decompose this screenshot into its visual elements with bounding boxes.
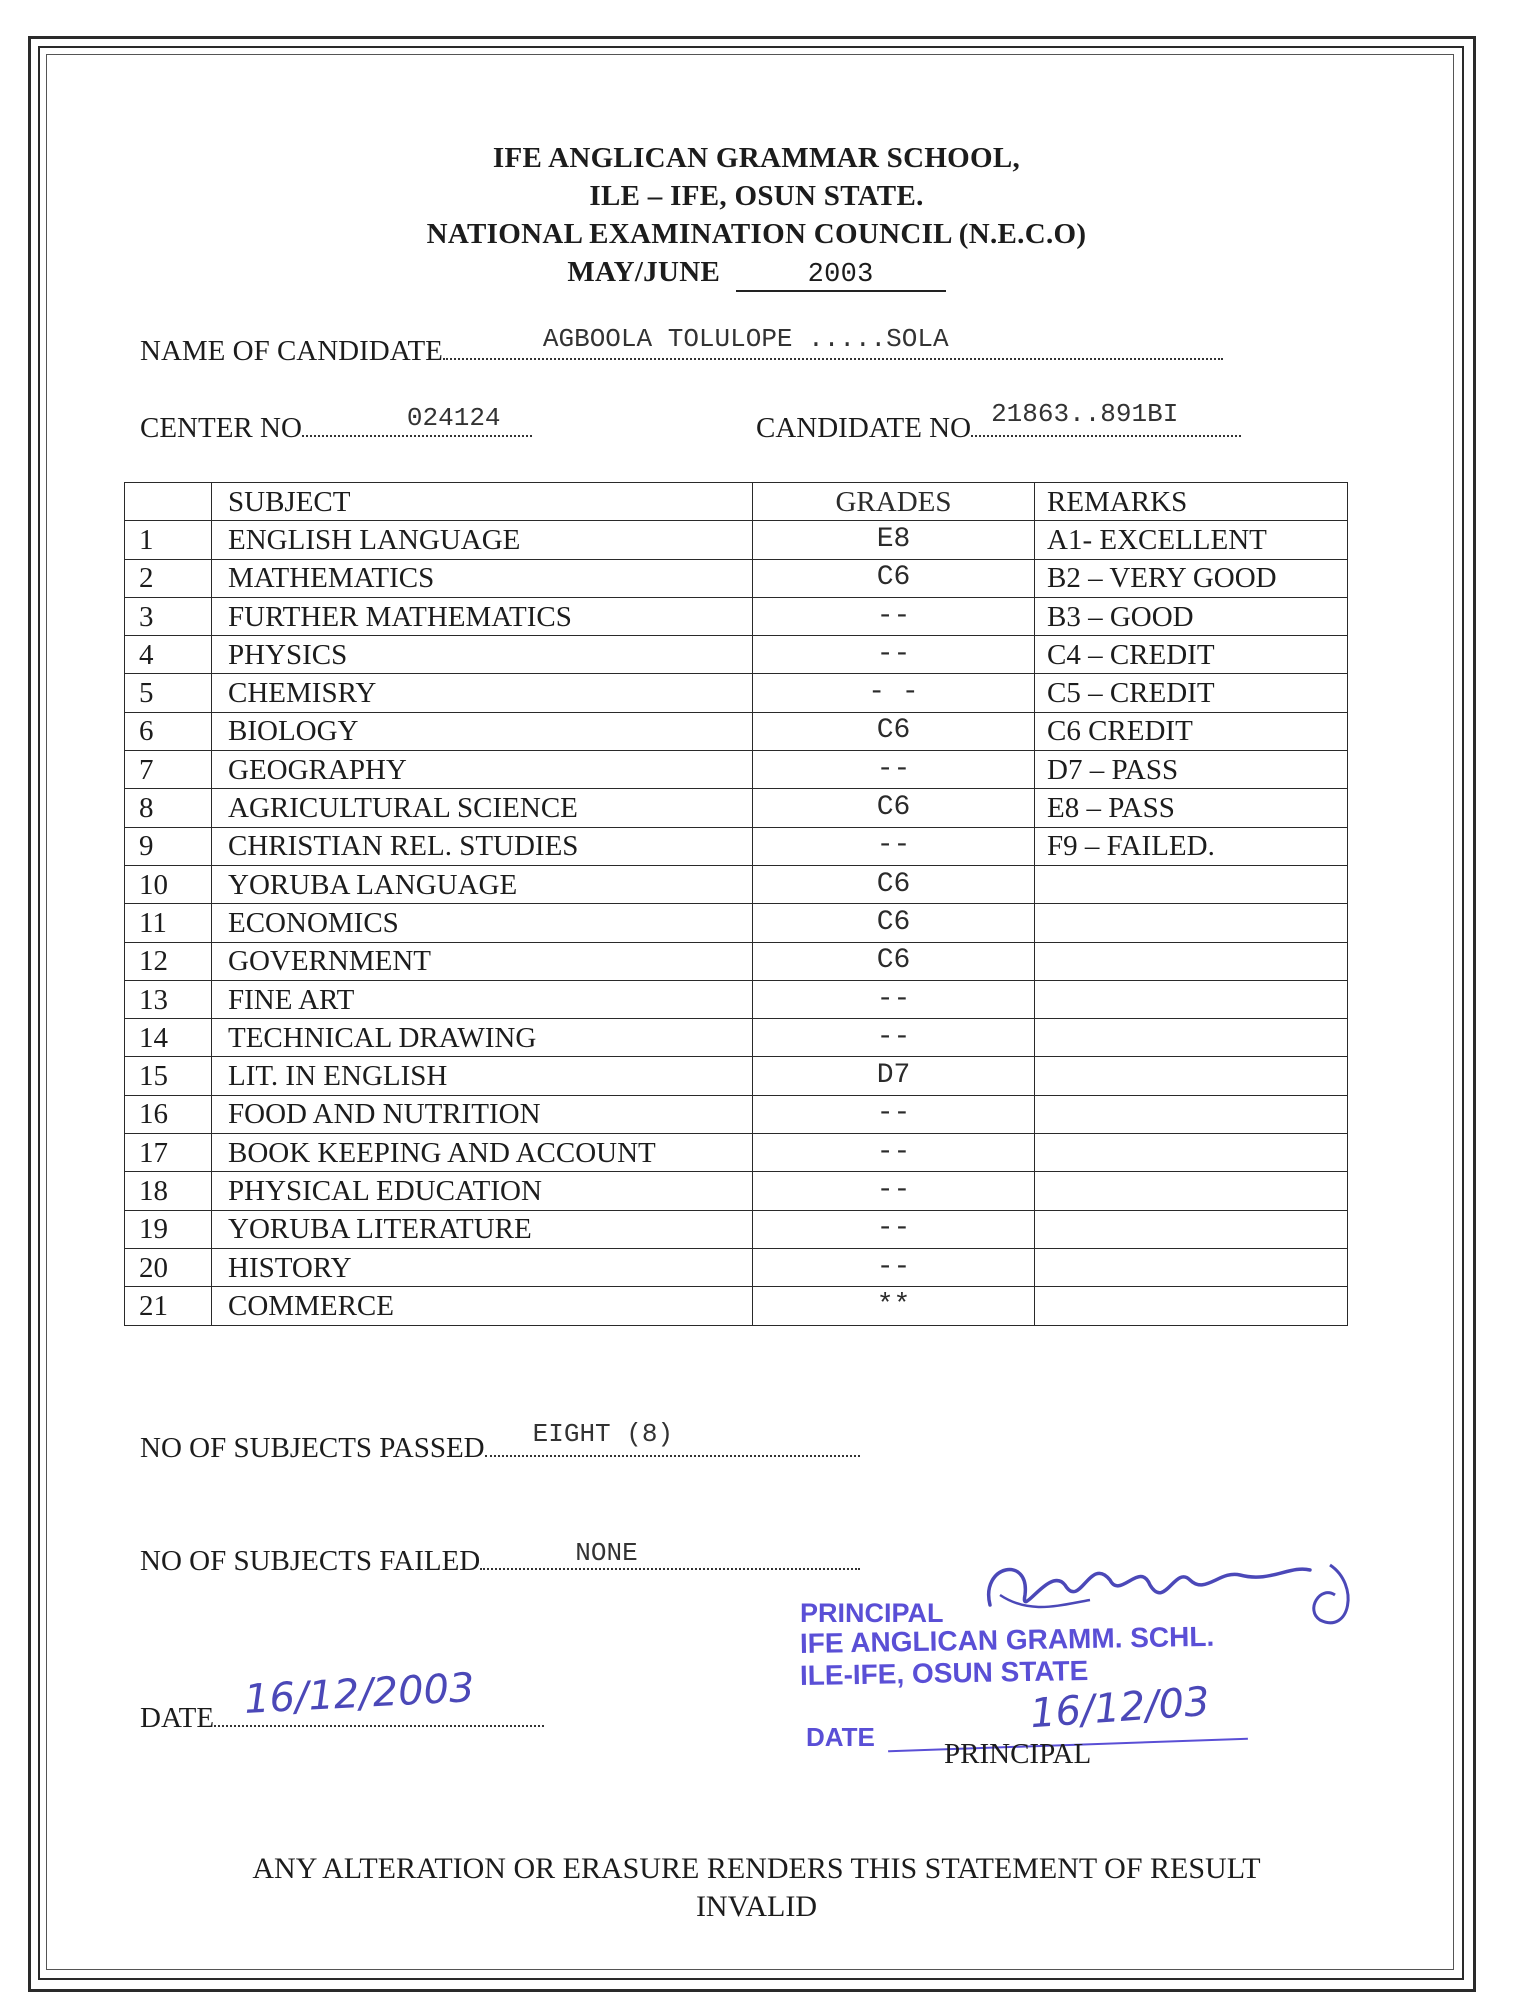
table-row (125, 789, 1348, 827)
candidate-name-label: NAME OF CANDIDATE (140, 335, 443, 367)
row-number: 5 (125, 674, 212, 712)
table-row (125, 597, 1348, 635)
exam-council: NATIONAL EXAMINATION COUNCIL (N.E.C.O) (426, 218, 1087, 250)
grade-value: -- (753, 636, 1035, 674)
row-number: 1 (125, 521, 212, 559)
table-row (125, 712, 1348, 750)
row-number: 19 (125, 1210, 212, 1248)
remark-text (1035, 1210, 1348, 1248)
remark-text (1035, 942, 1348, 980)
row-number: 7 (125, 751, 212, 789)
subject-name: PHYSICAL EDUCATION (212, 1172, 753, 1210)
remark-text (1035, 1248, 1348, 1286)
remark-text (1035, 1095, 1348, 1133)
row-number: 9 (125, 827, 212, 865)
row-number: 21 (125, 1287, 212, 1325)
candidate-no-value: 21863..891BI (991, 399, 1179, 429)
remark-text (1035, 865, 1348, 903)
row-number: 10 (125, 865, 212, 903)
table-header-row (125, 483, 1348, 521)
subjects-passed-row (140, 1419, 860, 1465)
stamp-school: IFE ANGLICAN GRAMM. SCHL. (799, 1620, 1215, 1659)
row-number: 2 (125, 559, 212, 597)
table-row (125, 1172, 1348, 1210)
row-number: 16 (125, 1095, 212, 1133)
school-name: IFE ANGLICAN GRAMMAR SCHOOL, (492, 142, 1021, 174)
table-row (125, 1095, 1348, 1133)
grade-value: C6 (753, 942, 1035, 980)
table-row (125, 1134, 1348, 1172)
subject-name: TECHNICAL DRAWING (212, 1019, 753, 1057)
date-label: DATE (140, 1702, 215, 1734)
remark-text (1035, 1172, 1348, 1210)
remark-text (1035, 1019, 1348, 1057)
row-number: 3 (125, 597, 212, 635)
candidate-no-row (756, 399, 1241, 445)
remark-text (1035, 1134, 1348, 1172)
row-number: 6 (125, 712, 212, 750)
row-number: 8 (125, 789, 212, 827)
center-no-label: CENTER NO (140, 412, 302, 444)
session-year: 2003 (736, 260, 946, 292)
subject-name: FOOD AND NUTRITION (212, 1095, 753, 1133)
subject-name: GOVERNMENT (212, 942, 753, 980)
candidate-name-row (140, 324, 1223, 368)
grade-value: - - (753, 674, 1035, 712)
header-subject: SUBJECT (212, 483, 753, 521)
session-label: MAY/JUNE (567, 256, 721, 288)
remark-text: C6 CREDIT (1035, 712, 1348, 750)
subject-name: HISTORY (212, 1248, 753, 1286)
table-row (125, 1248, 1348, 1286)
grade-value: -- (753, 1095, 1035, 1133)
stamp-principal: PRINCIPAL (800, 1598, 944, 1628)
footer-warning-line1: ANY ALTERATION OR ERASURE RENDERS THIS STATEMENT OF RESULT (252, 1852, 1261, 1885)
subjects-failed-row (140, 1538, 860, 1578)
subject-name: PHYSICS (212, 636, 753, 674)
principal-label: PRINCIPAL (944, 1738, 1092, 1770)
subject-name: YORUBA LITERATURE (212, 1210, 753, 1248)
table-row (125, 865, 1348, 903)
table-row (125, 1210, 1348, 1248)
subject-name: AGRICULTURAL SCIENCE (212, 789, 753, 827)
date-row (140, 1664, 544, 1735)
header-grades: GRADES (753, 483, 1035, 521)
row-number: 17 (125, 1134, 212, 1172)
school-location: ILE – IFE, OSUN STATE. (589, 180, 924, 212)
grade-value: -- (753, 1210, 1035, 1248)
grade-value: -- (753, 751, 1035, 789)
table-row (125, 1287, 1348, 1325)
subject-name: FURTHER MATHEMATICS (212, 597, 753, 635)
subject-name: MATHEMATICS (212, 559, 753, 597)
subjects-failed-label: NO OF SUBJECTS FAILED (140, 1545, 481, 1577)
exam-session (0, 256, 1513, 292)
remark-text: F9 – FAILED. (1035, 827, 1348, 865)
subjects-passed-label: NO OF SUBJECTS PASSED (140, 1432, 485, 1464)
grade-value: C6 (753, 904, 1035, 942)
row-number: 20 (125, 1248, 212, 1286)
remark-text: B3 – GOOD (1035, 597, 1348, 635)
table-row (125, 1019, 1348, 1057)
grade-value: E8 (753, 521, 1035, 559)
grade-value: ** (753, 1287, 1035, 1325)
grade-value: D7 (753, 1057, 1035, 1095)
remark-text: C4 – CREDIT (1035, 636, 1348, 674)
center-no-value: 024124 (406, 403, 501, 433)
stamp-location: ILE-IFE, OSUN STATE (799, 1654, 1089, 1691)
row-number: 11 (125, 904, 212, 942)
grade-value: -- (753, 597, 1035, 635)
subjects-passed-value: EIGHT (8) (532, 1419, 674, 1449)
candidate-no-label: CANDIDATE NO (756, 412, 972, 444)
table-row (125, 751, 1348, 789)
handwritten-date: 16/12/2003 (243, 1664, 476, 1724)
grade-value: -- (753, 980, 1035, 1018)
subject-name: ECONOMICS (212, 904, 753, 942)
row-number: 18 (125, 1172, 212, 1210)
grade-value: -- (753, 1172, 1035, 1210)
remark-text (1035, 904, 1348, 942)
table-row (125, 827, 1348, 865)
grade-value: C6 (753, 865, 1035, 903)
row-number: 12 (125, 942, 212, 980)
remark-text (1035, 980, 1348, 1018)
subject-name: GEOGRAPHY (212, 751, 753, 789)
grade-value: C6 (753, 712, 1035, 750)
stamp-date-label: DATE (806, 1722, 875, 1752)
subject-name: FINE ART (212, 980, 753, 1018)
table-row (125, 1057, 1348, 1095)
stamp-date-value: 16/12/03 (1028, 1678, 1212, 1738)
grade-value: -- (753, 1248, 1035, 1286)
subject-name: COMMERCE (212, 1287, 753, 1325)
remark-text (1035, 1057, 1348, 1095)
remark-text: A1- EXCELLENT (1035, 521, 1348, 559)
subject-name: LIT. IN ENGLISH (212, 1057, 753, 1095)
row-number: 14 (125, 1019, 212, 1057)
subject-name: BOOK KEEPING AND ACCOUNT (212, 1134, 753, 1172)
table-row (125, 942, 1348, 980)
remark-text: B2 – VERY GOOD (1035, 559, 1348, 597)
header-remarks: REMARKS (1035, 483, 1348, 521)
remark-text: E8 – PASS (1035, 789, 1348, 827)
grade-value: -- (753, 827, 1035, 865)
subject-name: CHRISTIAN REL. STUDIES (212, 827, 753, 865)
table-row (125, 980, 1348, 1018)
subject-name: CHEMISRY (212, 674, 753, 712)
subject-name: BIOLOGY (212, 712, 753, 750)
grade-value: -- (753, 1019, 1035, 1057)
table-row (125, 559, 1348, 597)
subjects-failed-value: NONE (575, 1538, 638, 1568)
table-row (125, 674, 1348, 712)
results-table (124, 482, 1348, 1326)
grade-value: C6 (753, 789, 1035, 827)
grade-value: -- (753, 1134, 1035, 1172)
table-row (125, 521, 1348, 559)
remark-text: C5 – CREDIT (1035, 674, 1348, 712)
table-row (125, 904, 1348, 942)
subject-name: YORUBA LANGUAGE (212, 865, 753, 903)
row-number: 4 (125, 636, 212, 674)
header-number (125, 483, 212, 521)
table-row (125, 636, 1348, 674)
remark-text: D7 – PASS (1035, 751, 1348, 789)
center-no-row (140, 403, 532, 445)
footer-warning-line2: INVALID (695, 1890, 818, 1923)
row-number: 15 (125, 1057, 212, 1095)
candidate-name-value: AGBOOLA TOLULOPE .....SOLA (542, 324, 949, 354)
subject-name: ENGLISH LANGUAGE (212, 521, 753, 559)
row-number: 13 (125, 980, 212, 1018)
remark-text (1035, 1287, 1348, 1325)
grade-value: C6 (753, 559, 1035, 597)
